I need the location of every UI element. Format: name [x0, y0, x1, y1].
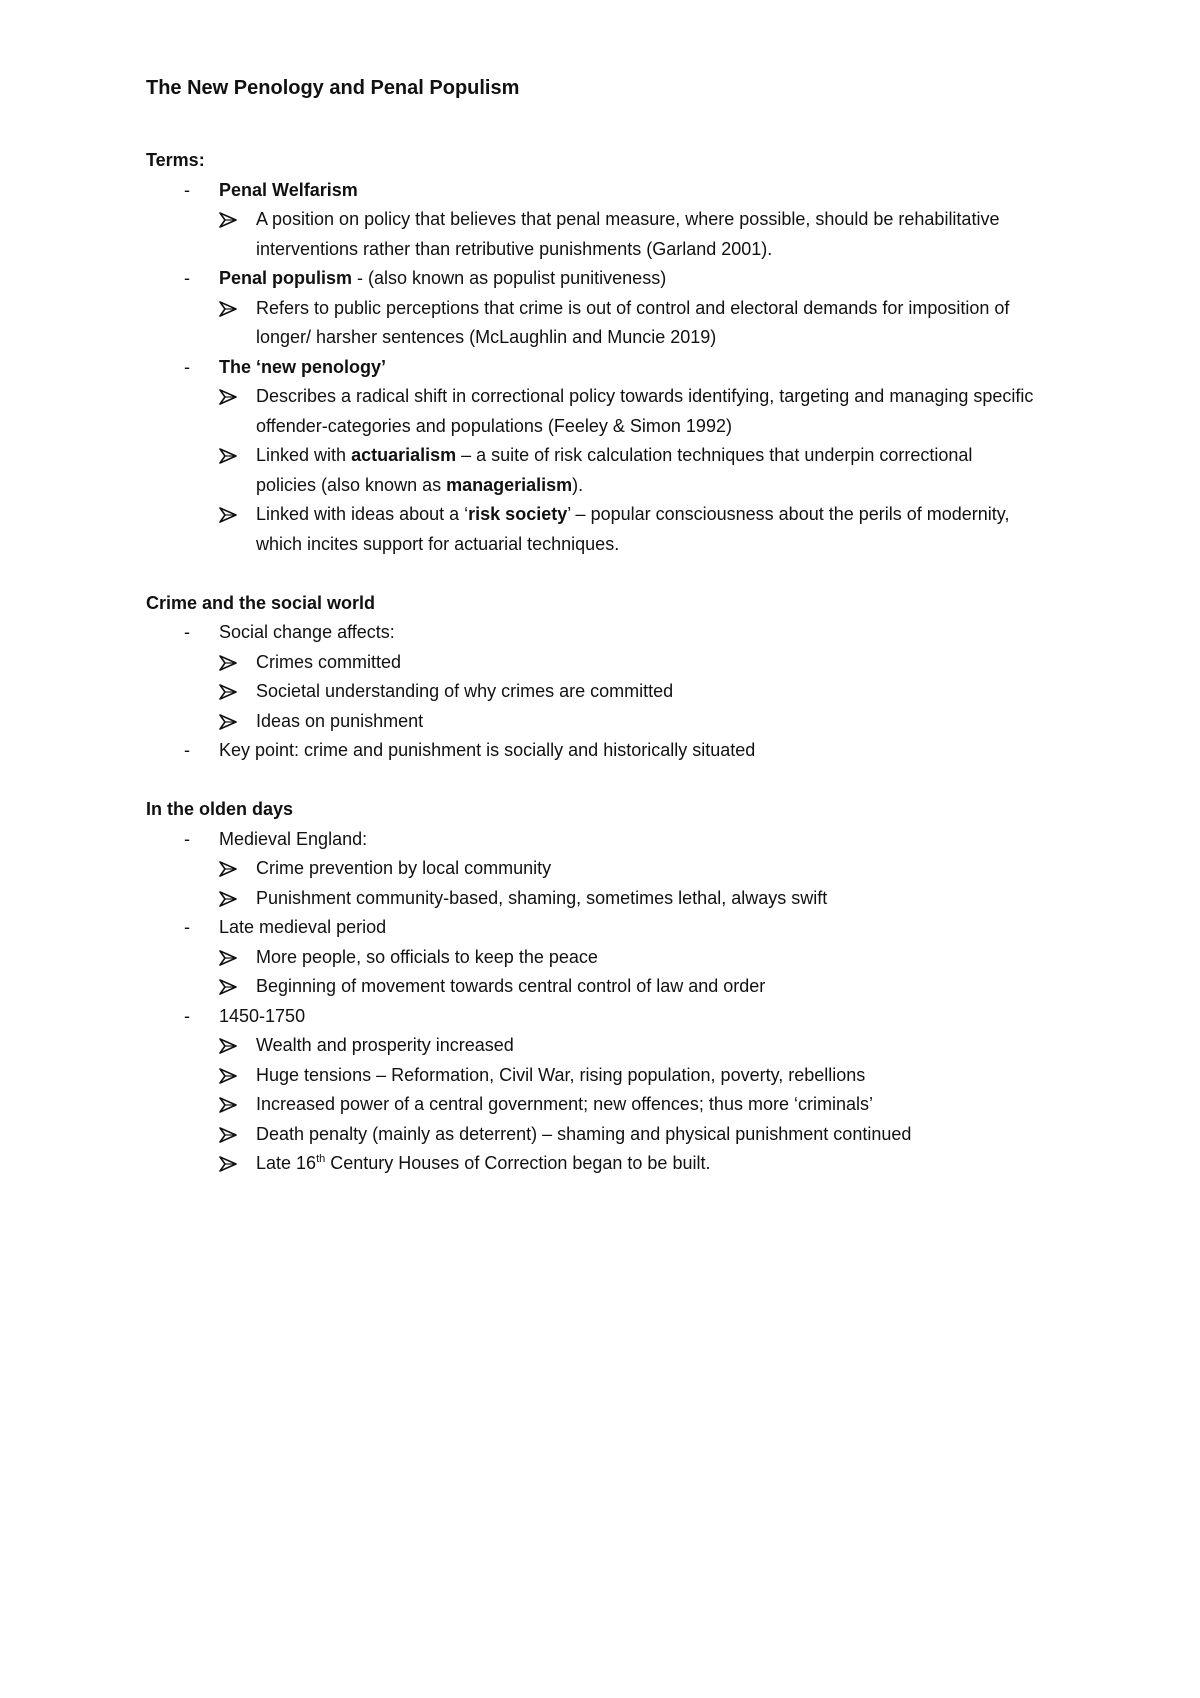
arrowhead-bullet-icon — [219, 979, 237, 995]
arrowhead-bullet-icon — [219, 891, 237, 907]
dash-list — [146, 176, 1106, 560]
dash-bullet-icon: - — [184, 917, 190, 937]
list-item — [146, 736, 1106, 766]
bold-term: risk society — [468, 504, 568, 524]
arrow-list-item — [219, 441, 1036, 500]
dash-bullet-icon: - — [184, 740, 190, 760]
arrowhead-bullet-icon — [219, 950, 237, 966]
arrow-list-item — [219, 1031, 1036, 1061]
bullet-text: Describes a radical shift in correctional policy towards identifying, targeting and managing specific offender-categories and populations (Feeley & Simon 1992) — [256, 386, 1034, 436]
bullet-text: Huge tensions – Reformation, Civil War, rising population, poverty, rebellions — [256, 1064, 866, 1085]
arrow-list — [219, 943, 1106, 1002]
dash-bullet-icon: - — [184, 622, 190, 642]
arrow-list-item — [219, 943, 1036, 973]
arrow-list-item — [219, 648, 1036, 678]
list-item-label: Key point: crime and punishment is socially and historically situated — [219, 740, 756, 760]
arrow-list — [219, 382, 1106, 559]
arrowhead-bullet-icon — [219, 655, 237, 671]
document-body — [146, 146, 1106, 1179]
arrowhead-bullet-icon — [219, 448, 237, 464]
arrowhead-bullet-icon — [219, 1038, 237, 1054]
arrowhead-bullet-icon — [219, 1127, 237, 1143]
list-item — [146, 825, 1106, 914]
arrow-list — [219, 205, 1106, 264]
bullet-text: – a suite of risk calculation techniques that underpin correctional policies (also known as — [256, 445, 973, 495]
bullet-text: Punishment community-based, shaming, sometimes lethal, always swift — [256, 887, 828, 908]
bullet-text: More people, so officials to keep the peace — [256, 946, 598, 967]
arrow-list-item — [219, 677, 1036, 707]
list-item — [146, 264, 1106, 353]
list-item-label: Penal populism — [219, 268, 353, 288]
arrow-list-item — [219, 884, 1036, 914]
section-heading: Crime and the social world — [146, 592, 376, 613]
arrow-list-item — [219, 854, 1036, 884]
arrow-list-item — [219, 1149, 1036, 1179]
bullet-text: Refers to public perceptions that crime is out of control and electoral demands for imposition of longer/ harsher sentences (McLaughlin and Muncie 2019) — [256, 297, 1010, 347]
bullet-text: Increased power of a central government; new offences; thus more ‘criminals’ — [256, 1094, 873, 1114]
section — [146, 146, 1106, 559]
list-item-label: Medieval England: — [219, 828, 368, 849]
document-title: The New Penology and Penal Populism — [146, 77, 520, 99]
bullet-text: th — [316, 1153, 326, 1165]
bullet-text: Century Houses of Correction began to be built. — [325, 1153, 711, 1173]
arrow-list-item — [219, 1090, 1036, 1120]
arrow-list-item — [219, 294, 1036, 353]
arrowhead-bullet-icon — [219, 389, 237, 405]
dash-bullet-icon: - — [184, 268, 190, 288]
arrowhead-bullet-icon — [219, 1097, 237, 1113]
section — [146, 589, 1106, 766]
list-item-label: The ‘new penology’ — [219, 356, 387, 377]
list-item — [146, 1002, 1106, 1179]
bullet-text: A position on policy that believes that penal measure, where possible, should be rehabilitative interventions rather than retributive punishments (Garland 2001). — [256, 209, 1000, 259]
arrowhead-bullet-icon — [219, 861, 237, 877]
arrow-list — [219, 854, 1106, 913]
dash-bullet-icon: - — [184, 828, 190, 849]
arrow-list-item — [219, 382, 1036, 441]
list-item-label: 1450-1750 — [219, 1005, 306, 1026]
arrow-list-item — [219, 500, 1036, 559]
document-page — [146, 74, 1106, 1208]
bullet-text: Crime prevention by local community — [256, 858, 552, 878]
section-heading: Terms: — [146, 150, 205, 170]
arrowhead-bullet-icon — [219, 684, 237, 700]
section-heading: In the olden days — [146, 799, 294, 819]
dash-bullet-icon: - — [184, 179, 190, 200]
dash-list — [146, 825, 1106, 1179]
arrow-list-item — [219, 205, 1036, 264]
arrowhead-bullet-icon — [219, 507, 237, 523]
bold-term: managerialism — [446, 474, 573, 495]
bullet-text: Death penalty (mainly as deterrent) – shaming and physical punishment continued — [256, 1123, 912, 1144]
bullet-text: Ideas on punishment — [256, 710, 424, 731]
dash-list — [146, 618, 1106, 766]
list-item — [146, 913, 1106, 1002]
bullet-text: ). — [572, 474, 584, 495]
arrow-list — [219, 1031, 1106, 1179]
section — [146, 795, 1106, 1179]
bullet-text: ’ – popular consciousness about the perils of modernity, which incites support for actuarial techniques. — [256, 504, 1010, 554]
arrow-list-item — [219, 972, 1036, 1002]
bullet-text: Wealth and prosperity increased — [256, 1035, 514, 1055]
arrowhead-bullet-icon — [219, 1156, 237, 1172]
bullet-text: Late 16 — [256, 1153, 317, 1173]
bold-term: actuarialism — [351, 445, 457, 465]
arrowhead-bullet-icon — [219, 212, 237, 228]
list-item-suffix: - (also known as populist punitiveness) — [352, 268, 667, 288]
arrow-list-item — [219, 1120, 1036, 1150]
arrowhead-bullet-icon — [219, 301, 237, 317]
list-item-label: Social change affects: — [219, 622, 395, 642]
bullet-text: Societal understanding of why crimes are committed — [256, 681, 674, 701]
arrow-list-item — [219, 1061, 1036, 1091]
list-item-label: Penal Welfarism — [219, 179, 358, 200]
bullet-text: Beginning of movement towards central control of law and order — [256, 976, 766, 996]
dash-bullet-icon: - — [184, 356, 190, 377]
list-item — [146, 353, 1106, 560]
arrow-list — [219, 648, 1106, 737]
arrow-list — [219, 294, 1106, 353]
dash-bullet-icon: - — [184, 1005, 190, 1026]
arrow-list-item — [219, 707, 1036, 737]
arrowhead-bullet-icon — [219, 714, 237, 730]
bullet-text: Linked with — [256, 445, 352, 465]
list-item — [146, 618, 1106, 736]
list-item — [146, 176, 1106, 265]
arrowhead-bullet-icon — [219, 1068, 237, 1084]
list-item-label: Late medieval period — [219, 917, 387, 937]
bullet-text: Linked with ideas about a ‘ — [256, 504, 469, 524]
bullet-text: Crimes committed — [256, 651, 402, 672]
